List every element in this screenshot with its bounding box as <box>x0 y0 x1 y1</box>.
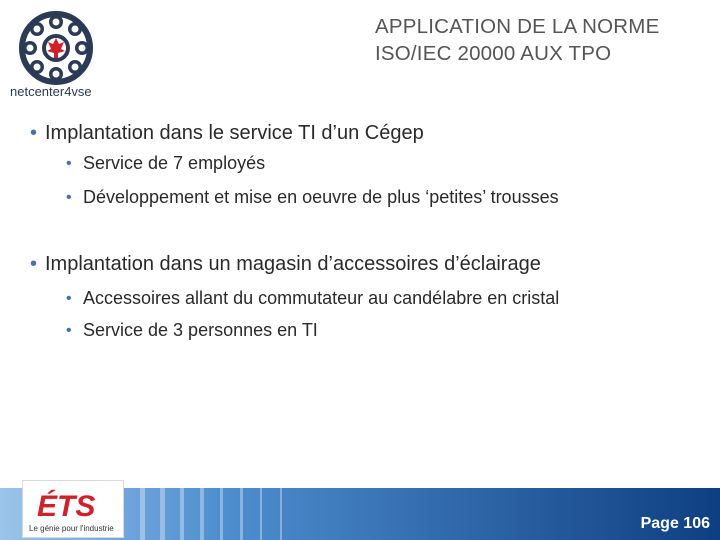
list-item: Service de 3 personnes en TI <box>83 320 318 340</box>
page-title <box>375 13 659 67</box>
bullet-marker: • <box>30 122 38 144</box>
ets-logo <box>22 480 124 538</box>
list-item: Service de 7 employés <box>83 153 266 173</box>
bullet-marker: • <box>66 155 72 172</box>
list-item: Accessoires allant du commutateur au candélabre en cristal <box>83 288 560 308</box>
bullet-marker: • <box>66 189 72 206</box>
title-line-2: ISO/IEC 20000 AUX TPO <box>375 42 612 65</box>
bullet-marker: • <box>66 322 72 339</box>
ets-wordmark: ÉTS <box>37 490 96 523</box>
logo-text: netcenter4vse <box>10 84 92 99</box>
list-item: Implantation dans un magasin d’accessoires d’éclairage <box>45 253 541 275</box>
page-number: Page 106 <box>640 515 710 532</box>
title-line-1: APPLICATION DE LA NORME <box>375 15 660 38</box>
netcenter4vse-logo <box>8 8 128 100</box>
list-item: Développement et mise en oeuvre de plus ‘petites’ trousses <box>83 187 559 207</box>
bullet-marker: • <box>66 290 72 307</box>
list-item: Implantation dans le service TI d’un Cégep <box>45 122 424 144</box>
ets-tagline: Le génie pour l'industrie <box>29 524 114 533</box>
bullet-marker: • <box>30 253 38 275</box>
